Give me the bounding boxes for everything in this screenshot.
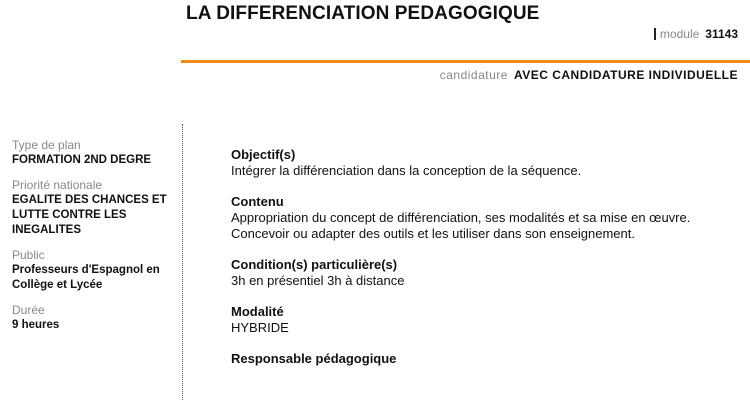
- contenu-text-line-1: Appropriation du concept de différenciation, ses modalités et sa mise en œuvre.: [231, 210, 691, 225]
- public-label: Public: [12, 248, 45, 262]
- module-label: module: [659, 27, 700, 41]
- objectifs-section: [231, 147, 741, 179]
- type-label: Type de plan: [12, 138, 81, 152]
- duree-block: [12, 303, 172, 333]
- candidature-line: [440, 68, 738, 82]
- dotted-column-divider: [182, 124, 183, 400]
- conditions-section: [231, 257, 741, 289]
- sidebar: [12, 138, 172, 343]
- module-separator-bar: [654, 28, 656, 40]
- contenu-section: [231, 194, 741, 242]
- duree-label: Durée: [12, 303, 45, 317]
- duree-value: 9 heures: [12, 319, 60, 331]
- candidature-value: AVEC CANDIDATURE INDIVIDUELLE: [513, 68, 738, 82]
- objectifs-text: Intégrer la différenciation dans la conception de la séquence.: [231, 163, 582, 178]
- conditions-text: 3h en présentiel 3h à distance: [231, 273, 405, 288]
- candidature-label: candidature: [439, 68, 508, 82]
- orange-divider: [181, 60, 750, 63]
- main-content: [231, 147, 741, 382]
- module-number: 31143: [705, 27, 738, 41]
- conditions-title: Condition(s) particulière(s): [231, 257, 398, 272]
- type-value: FORMATION 2ND DEGRE: [12, 154, 152, 166]
- responsable-section: [231, 351, 741, 367]
- modalite-title: Modalité: [231, 304, 284, 319]
- responsable-title: Responsable pédagogique: [231, 351, 397, 366]
- priorite-block: [12, 178, 172, 238]
- public-value: Professeurs d'Espagnol en Collège et Lycée: [12, 264, 160, 291]
- modalite-text: HYBRIDE: [231, 320, 289, 335]
- contenu-title: Contenu: [231, 194, 284, 209]
- priorite-value: EGALITE DES CHANCES ET LUTTE CONTRE LES INEGALITES: [12, 194, 167, 236]
- module-line: [654, 27, 738, 41]
- priorite-label: Priorité nationale: [12, 178, 103, 192]
- page-title: LA DIFFERENCIATION PEDAGOGIQUE: [186, 3, 540, 24]
- contenu-text-line-2: Concevoir ou adapter des outils et les utiliser dans son enseignement.: [231, 226, 635, 241]
- public-block: [12, 248, 172, 293]
- modalite-section: [231, 304, 741, 336]
- objectifs-title: Objectif(s): [231, 147, 296, 162]
- type-block: [12, 138, 172, 168]
